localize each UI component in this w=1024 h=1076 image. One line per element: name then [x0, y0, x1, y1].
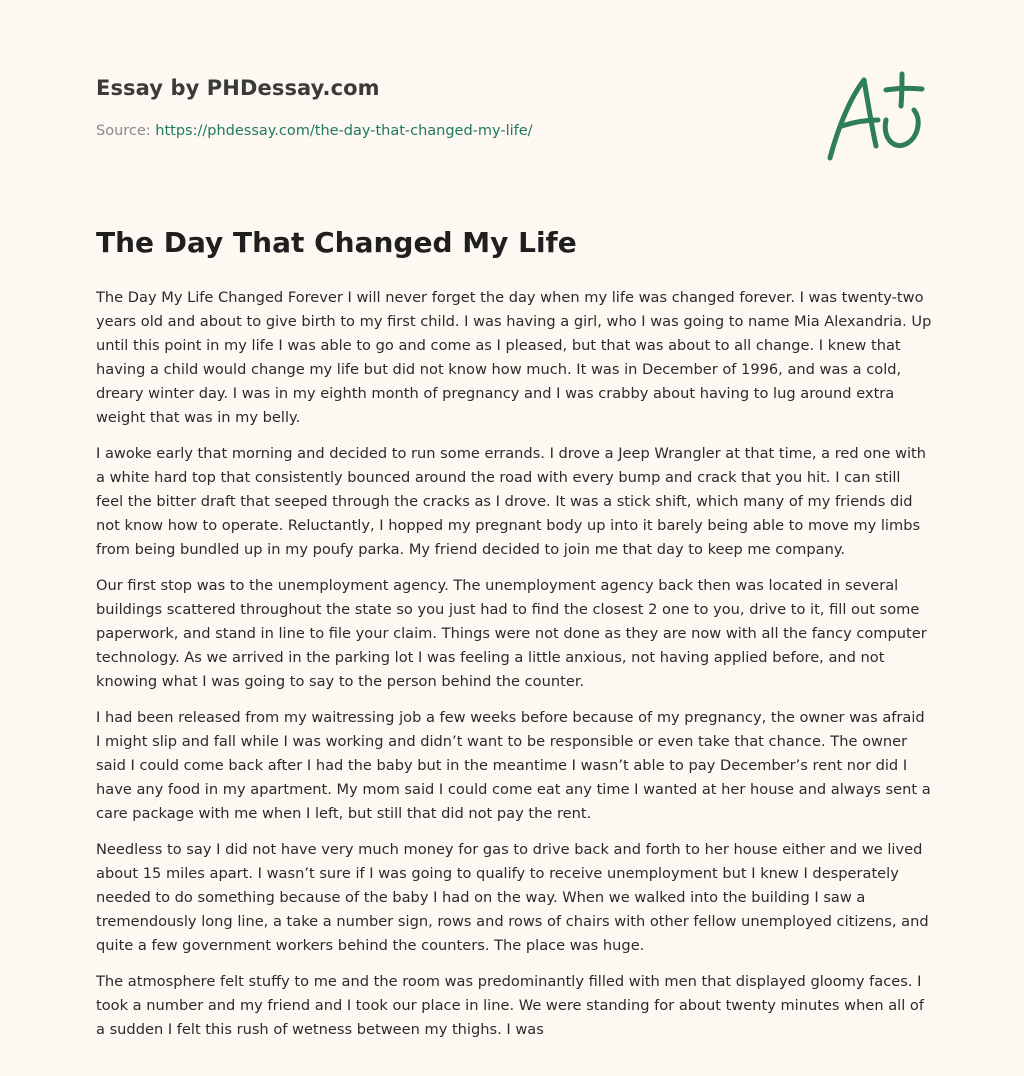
source-link[interactable]: https://phdessay.com/the-day-that-changed-my-life/ [155, 123, 533, 139]
essay-paragraph: Needless to say I did not have very much money for gas to drive back and forth to her house either and we lived about 15 miles apart. I wasn’t sure if I was going to qualify to receive unemployment but I knew I desperately needed to do something because of the baby I had on the way. When we walked into the building I saw a tremendously long line, a take a number sign, rows and rows of chairs with other fellow unemployed citizens, and quite a few government workers behind the counters. The place was huge. [96, 841, 929, 954]
essay-paragraph: I had been released from my waitressing job a few weeks before because of my pregnancy, the owner was afraid I might slip and fall while I was working and didn’t want to be responsible or even take that chance. The owner said I could come back after I had the baby but in the meantime I wasn’t able to pay December’s rent nor did I have any food in my apartment. My mom said I could come eat any time I wanted at her house and always sent a care package with me when I left, but still that did not pay the rent. [96, 709, 931, 822]
source-label: Source: [96, 123, 156, 139]
brand-title: Essay by PHDessay.com [96, 76, 380, 100]
essay-body [96, 286, 932, 1054]
essay-paragraph: The atmosphere felt stuffy to me and the room was predominantly filled with men that displayed gloomy faces. I took a number and my friend and I took our place in line. We were standing for about twenty minutes when all of a sudden I felt this rush of wetness between my thighs. I was [96, 973, 924, 1038]
essay-paragraph: The Day My Life Changed Forever I will never forget the day when my life was changed forever. I was twenty-two years old and about to give birth to my first child. I was having a girl, who I was going to name Mia Alexandria. Up until this point in my life I was able to go and come as I pleased, but that was about to all change. I knew that having a child would change my life but did not know how much. It was in December of 1996, and was a cold, dreary winter day. I was in my eighth month of pregnancy and I was crabby about having to lug around extra weight that was in my belly. [96, 289, 932, 426]
a-plus-icon [820, 68, 930, 164]
source-line [96, 123, 533, 139]
essay-paragraph: I awoke early that morning and decided to run some errands. I drove a Jeep Wrangler at that time, a red one with a white hard top that consistently bounced around the road with every bump and crack that you hit. I can still feel the bitter draft that seeped through the cracks as I drove. It was a stick shift, which many of my friends did not know how to operate. Reluctantly, I hopped my pregnant body up into it barely being able to move my limbs from being bundled up in my poufy parka. My friend decided to join me that day to keep me company. [96, 445, 927, 558]
essay-title: The Day That Changed My Life [96, 226, 577, 259]
essay-paragraph: Our first stop was to the unemployment agency. The unemployment agency back then was located in several buildings scattered throughout the state so you just had to find the closest 2 one to you, drive to it, fill out some paperwork, and stand in line to file your claim. Things were not done as they are now with all the fancy computer technology. As we arrived in the parking lot I was feeling a little anxious, not having applied before, and not knowing what I was going to say to the person behind the counter. [96, 577, 927, 690]
